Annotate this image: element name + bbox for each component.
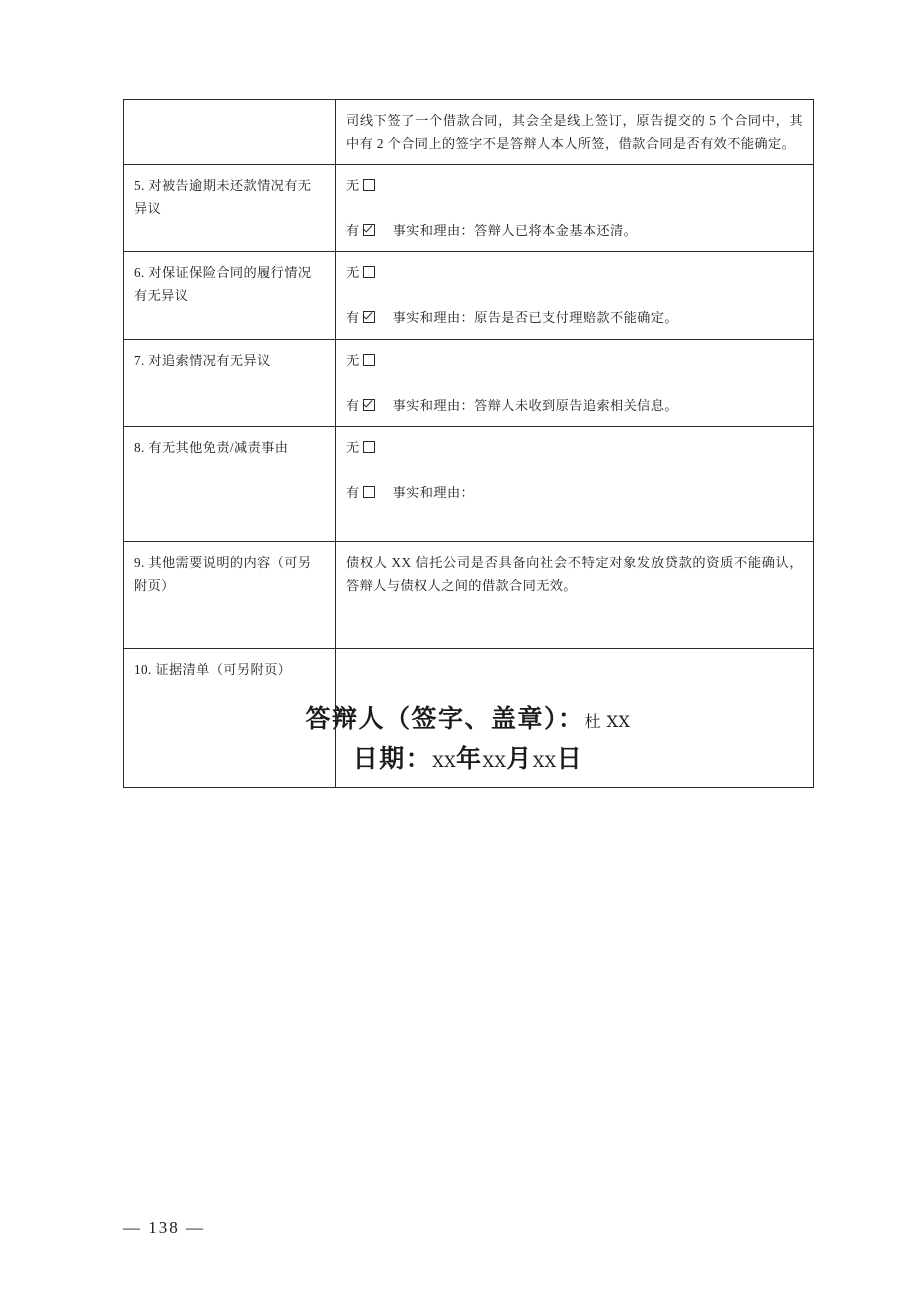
option-no-label: 无	[346, 265, 360, 281]
checkbox-yes[interactable]	[363, 486, 375, 498]
table-row	[124, 339, 814, 426]
option-no-label: 无	[346, 439, 360, 455]
date-month-unit: 月	[506, 743, 533, 773]
option-no-line	[346, 436, 803, 459]
checkbox-no[interactable]	[363, 179, 375, 191]
reason-label: 事实和理由：	[392, 310, 475, 326]
date-year-unit: 年	[456, 743, 483, 773]
row-content-item-5	[336, 165, 814, 252]
checkbox-yes[interactable]	[363, 224, 375, 236]
signature-line-date	[123, 740, 813, 778]
option-yes-label: 有	[346, 223, 360, 239]
signature-line-name	[123, 700, 813, 738]
date-day-value: XX	[532, 751, 557, 771]
option-no-label: 无	[346, 178, 360, 194]
reason-label: 事实和理由：	[392, 223, 475, 239]
table-row	[124, 252, 814, 339]
option-yes-label: 有	[346, 484, 360, 500]
date-label: 日期：	[352, 743, 433, 773]
checkbox-yes[interactable]	[363, 311, 375, 323]
table-row	[124, 165, 814, 252]
checkbox-no[interactable]	[363, 266, 375, 278]
row-content-item-6	[336, 252, 814, 339]
table-row	[124, 426, 814, 541]
option-no-label: 无	[346, 352, 360, 368]
row-label-item-10: 10. 证据清单（可另附页）	[124, 648, 336, 787]
reason-label: 事实和理由：	[392, 484, 475, 500]
option-no-line	[346, 349, 803, 372]
page-number: — 138 —	[123, 1218, 205, 1237]
option-yes-line	[346, 394, 803, 417]
date-year-value: XX	[432, 751, 457, 771]
row-label-item-6: 6. 对保证保险合同的履行情况有无异议	[124, 252, 336, 339]
option-yes-line	[346, 219, 803, 242]
date-month-value: XX	[482, 751, 507, 771]
option-no-line	[346, 261, 803, 284]
signature-block	[123, 700, 813, 777]
row-content-item-9	[336, 541, 814, 648]
row-label-item-8: 8. 有无其他免责/减责事由	[124, 426, 336, 541]
checkbox-yes[interactable]	[363, 399, 375, 411]
option-yes-label: 有	[346, 310, 360, 326]
option-yes-line	[346, 306, 803, 329]
reason-text: 原告是否已支付理赔款不能确定。	[474, 310, 678, 326]
row-content-item-8	[336, 426, 814, 541]
option-no-line	[346, 174, 803, 197]
reason-text: 答辩人已将本金基本还清。	[474, 223, 638, 239]
row-content-continuation	[336, 100, 814, 165]
checkbox-no[interactable]	[363, 441, 375, 453]
date-day-unit: 日	[556, 743, 584, 773]
paragraph-text: 债权人 XX 信托公司是否具备向社会不特定对象发放贷款的资质不能确认，答辩人与债权人之间的借款合同无效。	[346, 554, 803, 593]
row-label-item-5: 5. 对被告逾期未还款情况有无异议	[124, 165, 336, 252]
signature-value: 杜 XX	[584, 712, 631, 731]
option-yes-label: 有	[346, 397, 360, 413]
row-label-item-7: 7. 对追索情况有无异议	[124, 339, 336, 426]
row-label-item-9: 9. 其他需要说明的内容（可另附页）	[124, 541, 336, 648]
answer-form-table	[123, 99, 814, 788]
option-yes-line	[346, 481, 803, 504]
reason-text: 答辩人未收到原告追索相关信息。	[474, 397, 678, 413]
signature-label: 答辩人（签字、盖章）：	[305, 704, 585, 733]
checkbox-no[interactable]	[363, 354, 375, 366]
row-content-item-7	[336, 339, 814, 426]
row-label-continuation	[124, 100, 336, 165]
table-row	[124, 100, 814, 165]
table-row	[124, 541, 814, 648]
paragraph-text: 司线下签了一个借款合同，其会全是线上签订，原告提交的 5 个合同中，其中有 2 个合同上的签字不是答辩人本人所签，借款合同是否有效不能确定。	[346, 113, 803, 152]
reason-label: 事实和理由：	[392, 397, 475, 413]
